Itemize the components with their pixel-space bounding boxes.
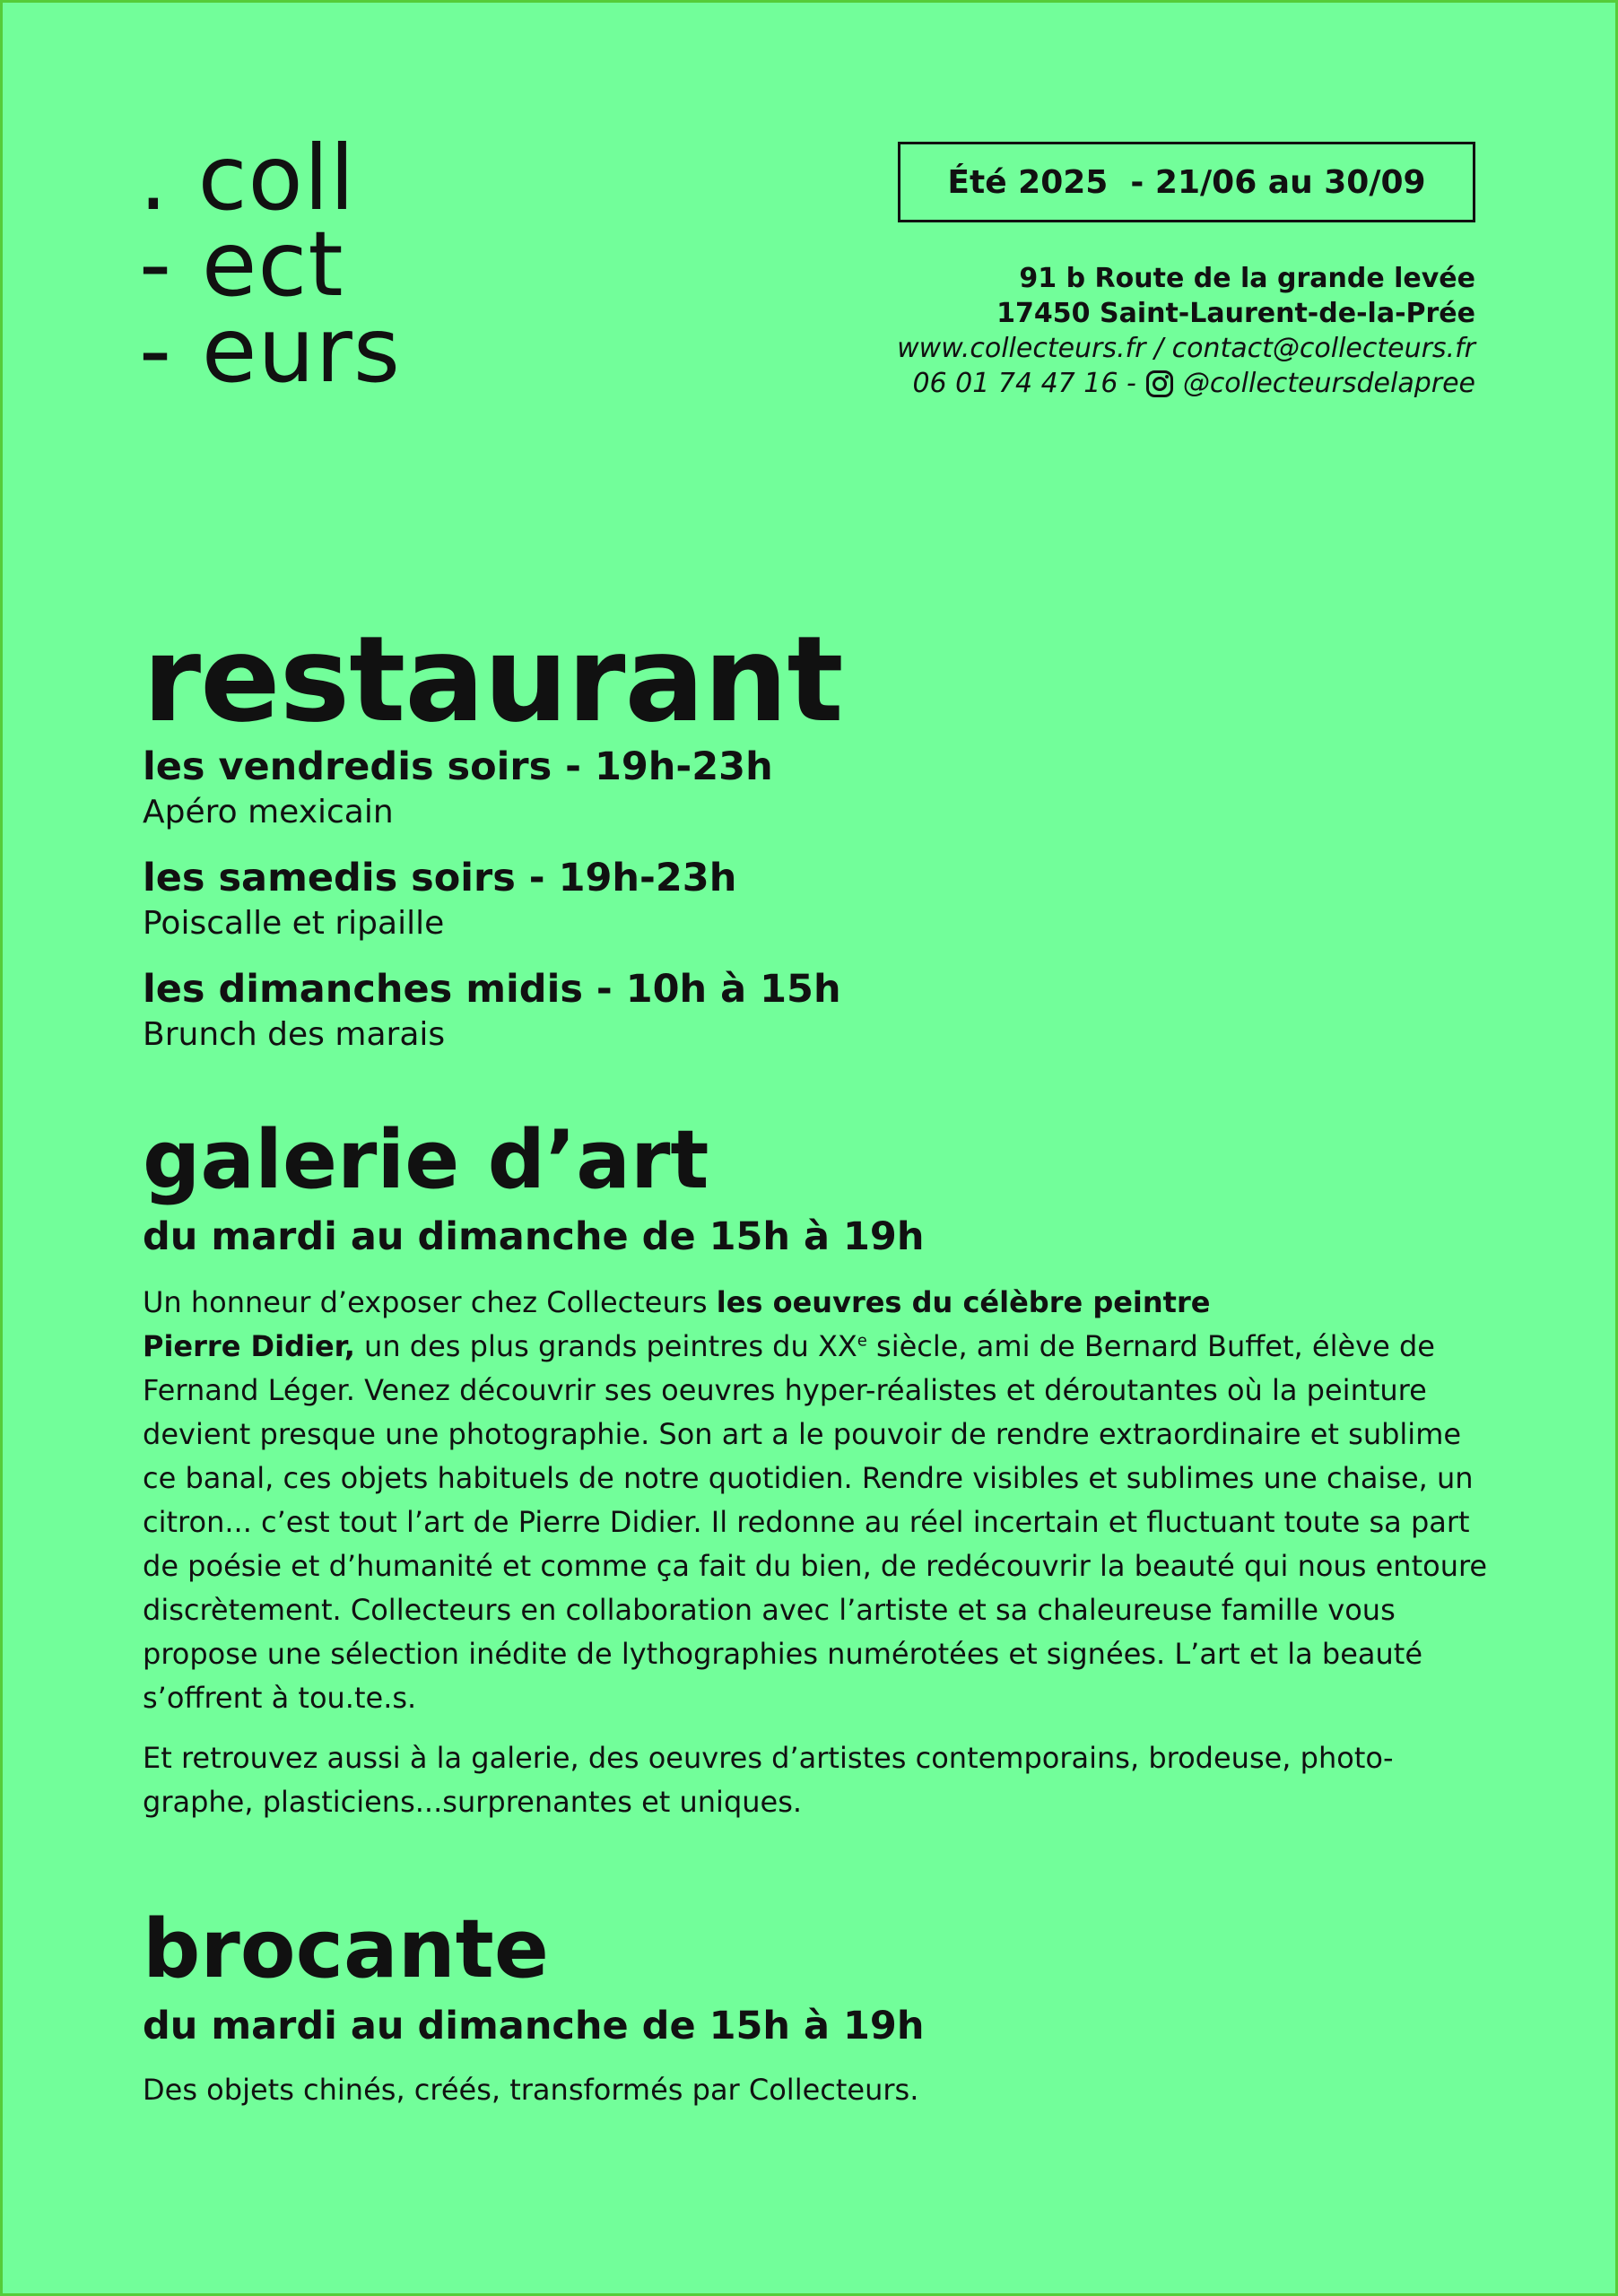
painter-name: Pierre Didier, bbox=[143, 1329, 355, 1363]
main-content bbox=[143, 611, 1488, 2112]
address-street: 91 b Route de la grande levée bbox=[1019, 263, 1475, 294]
gallery-hours: du mardi au dimanche de 15h à 19h bbox=[143, 1214, 925, 1259]
brocante-title: brocante bbox=[143, 1902, 549, 1996]
gallery-section bbox=[143, 1113, 1488, 1824]
phone-number[interactable]: 06 01 74 47 16 - bbox=[912, 368, 1136, 399]
contact-block bbox=[897, 261, 1475, 401]
brocante-section bbox=[143, 1902, 1488, 2112]
collecteurs-logo bbox=[139, 126, 401, 403]
address-city: 17450 Saint-Laurent-de-la-Prée bbox=[996, 298, 1475, 329]
slot-theme: Brunch des marais bbox=[143, 1016, 446, 1053]
logo-line-3: - eurs bbox=[139, 298, 401, 403]
gallery-text-rest: siècle, ami de Bernard Buffet, élève de Fernand Léger. Venez découvrir ses oeuvres hyper-réalistes et déroutantes où la peinture devient presque une photographie. Son art a le pouvoir de rendre extraordinaire et sublime ce banal, ces objets habituels de notre quotidien. Rendre visibles et sublimes une chaise, un citron... c’est tout l’art de Pierre Didier. Il redonne au réel incertain et fluctuant toute sa part de poésie et d’humanité et comme ça fait du bien, de redécouvrir la beauté qui nous entoure discrètement. Collecteurs en collaboration avec l’artiste et sa chaleureuse famille vous propose une sélection inédite de lythographies numérotées et signées. L’art et la beauté s’offrent à tou.te.s. bbox=[143, 1329, 1488, 1715]
gallery-description bbox=[143, 1281, 1488, 1720]
slot-theme: Poiscalle et ripaille bbox=[143, 905, 445, 942]
brocante-hours: du mardi au dimanche de 15h à 19h bbox=[143, 2004, 925, 2048]
slot-time: les samedis soirs - 19h-23h bbox=[143, 856, 737, 900]
restaurant-slot bbox=[143, 854, 1488, 945]
restaurant-section bbox=[143, 611, 1488, 1057]
slot-time: les vendredis soirs - 19h-23h bbox=[143, 744, 773, 789]
gallery-highlight: les oeuvres du célèbre peintre bbox=[716, 1285, 1211, 1319]
brocante-description: Des objets chinés, créés, transformés par Collecteurs. bbox=[143, 2073, 919, 2107]
instagram-handle[interactable]: @collecteursdelapree bbox=[1182, 368, 1475, 399]
restaurant-title: restaurant bbox=[143, 611, 843, 749]
slot-theme: Apéro mexicain bbox=[143, 794, 394, 831]
season-dates-box: Été 2025 - 21/06 au 30/09 bbox=[898, 142, 1475, 222]
restaurant-slot bbox=[143, 743, 1488, 834]
gallery-title: galerie d’art bbox=[143, 1113, 709, 1207]
gallery-intro: Un honneur d’exposer chez Collecteurs bbox=[143, 1285, 717, 1319]
century-superscript: e bbox=[857, 1331, 867, 1351]
phone-instagram-row bbox=[897, 366, 1475, 401]
logo-line-2: - ect bbox=[139, 212, 344, 317]
slot-time: les dimanches midis - 10h à 15h bbox=[143, 967, 841, 1012]
website-email[interactable]: www.collecteurs.fr / contact@collecteurs.fr bbox=[897, 333, 1475, 364]
logo-line-1: . coll bbox=[139, 126, 356, 230]
restaurant-slot bbox=[143, 965, 1488, 1057]
gallery-text: un des plus grands peintres du XX bbox=[354, 1329, 857, 1363]
gallery-extra: Et retrouvez aussi à la galerie, des oeuvres d’artistes contemporains, brodeuse, photographe, plasticiens...surprenantes et uniques. bbox=[143, 1741, 1394, 1819]
instagram-icon bbox=[1145, 370, 1174, 398]
